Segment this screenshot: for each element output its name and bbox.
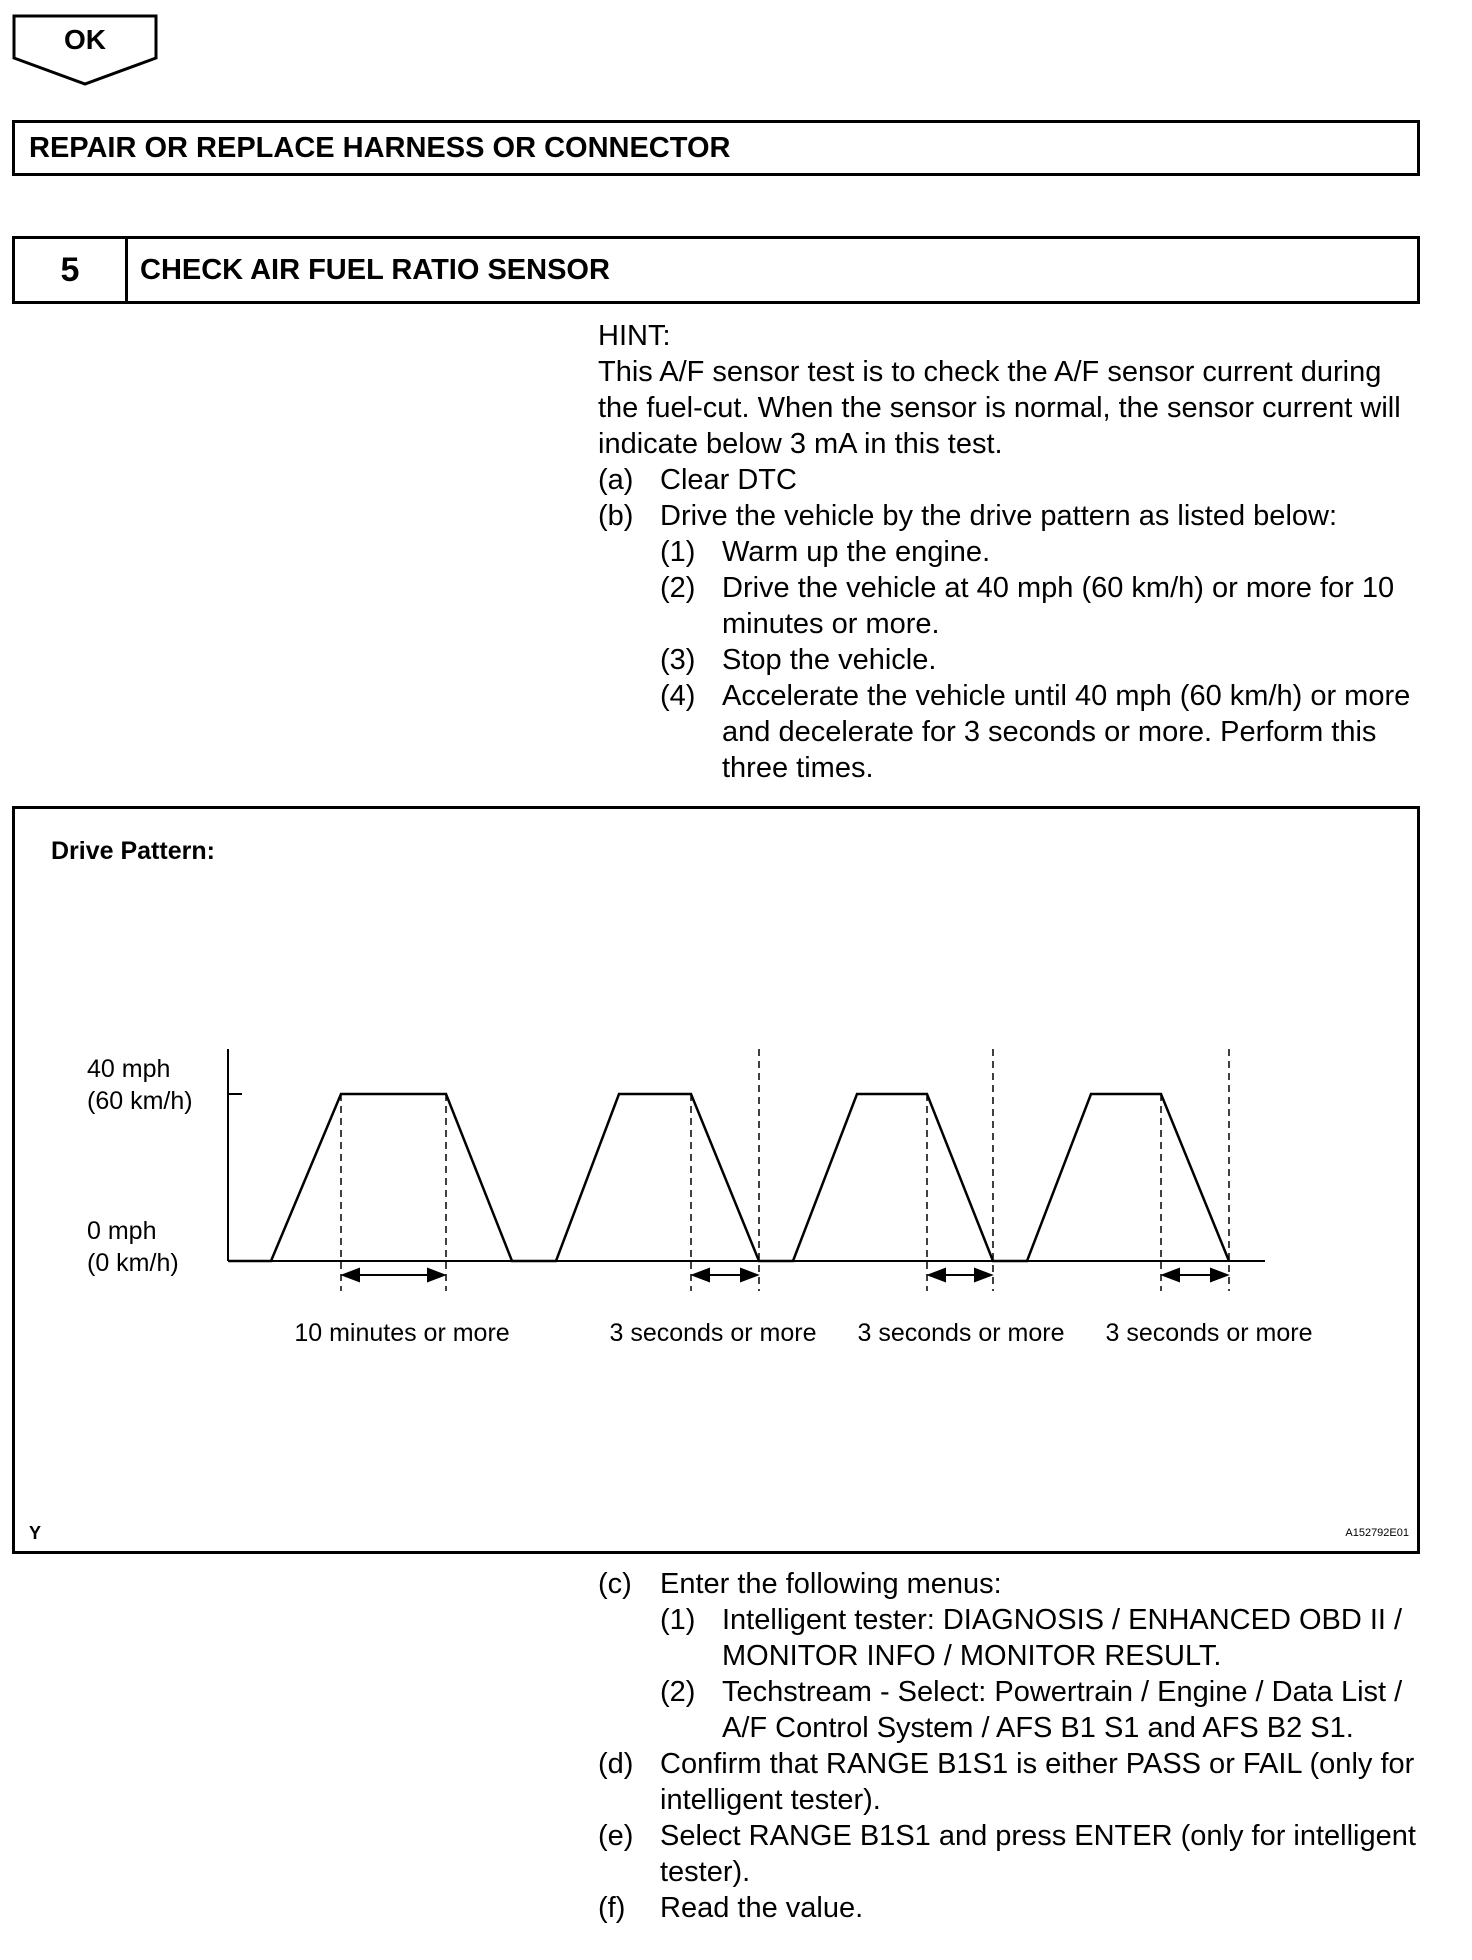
list-item: (f) Read the value. [598,1892,864,1924]
interval-label: 10 minutes or more [294,1319,510,1347]
hint-label: HINT: [598,320,671,352]
hint-text: This A/F sensor test is to check the A/F sensor current during the fuel-cut. When the sensor is normal, the sensor current will indicate below 3 mA in this test. [598,356,1401,460]
drive-pattern-diagram [15,809,1417,1551]
step-header [12,236,1420,304]
figure-title: Drive Pattern: [51,837,215,865]
interval-arrow [343,1269,444,1281]
step-title: CHECK AIR FUEL RATIO SENSOR [140,254,610,286]
step-number: 5 [15,239,128,301]
y-label-low-2: (0 km/h) [87,1249,179,1277]
instructions-bottom [598,1566,1428,1926]
y-label-high-1: 40 mph [87,1055,171,1083]
interval-label: 3 seconds or more [609,1319,817,1347]
interval-label: 3 seconds or more [1105,1319,1313,1347]
list-item: (1) Warm up the engine. [660,536,991,568]
interval-arrow [1163,1269,1227,1281]
list-item: (2) Techstream - Select: Powertrain / Engine / Data List / A/F Control System / AFS B1 S1 and AFS B2 S1. [660,1676,1403,1744]
ok-tag [12,14,158,88]
figure-code: A152792E01 [1345,1527,1409,1539]
list-item: (2) Drive the vehicle at 40 mph (60 km/h) or more for 10 minutes or more. [660,572,1395,640]
list-item: (e) Select RANGE B1S1 and press ENTER (only for intelligent tester). [598,1820,1416,1888]
list-item: (c) Enter the following menus: [598,1568,1002,1600]
result-box: REPAIR OR REPLACE HARNESS OR CONNECTOR [12,120,1420,176]
interval-label: 3 seconds or more [857,1319,1065,1347]
y-label-low-1: 0 mph [87,1217,157,1245]
interval-arrow [929,1269,991,1281]
list-item: (1) Intelligent tester: DIAGNOSIS / ENHANCED OBD II / MONITOR INFO / MONITOR RESULT. [660,1604,1403,1672]
interval-arrow [693,1269,757,1281]
list-item: (b) Drive the vehicle by the drive pattern as listed below: [598,500,1338,532]
drive-pattern-figure [12,806,1420,1554]
list-item: (a) Clear DTC [598,464,797,496]
speed-profile-line [228,1094,1229,1261]
list-item: (4) Accelerate the vehicle until 40 mph (60 km/h) or more and decelerate for 3 seconds or more. Perform this three times. [660,680,1411,784]
list-item: (d) Confirm that RANGE B1S1 is either PASS or FAIL (only for intelligent tester). [598,1748,1415,1816]
y-label-high-2: (60 km/h) [87,1087,193,1115]
list-item: (3) Stop the vehicle. [660,644,937,676]
figure-letter: Y [29,1523,42,1543]
instructions-top [598,318,1428,786]
ok-label: OK [64,24,106,55]
